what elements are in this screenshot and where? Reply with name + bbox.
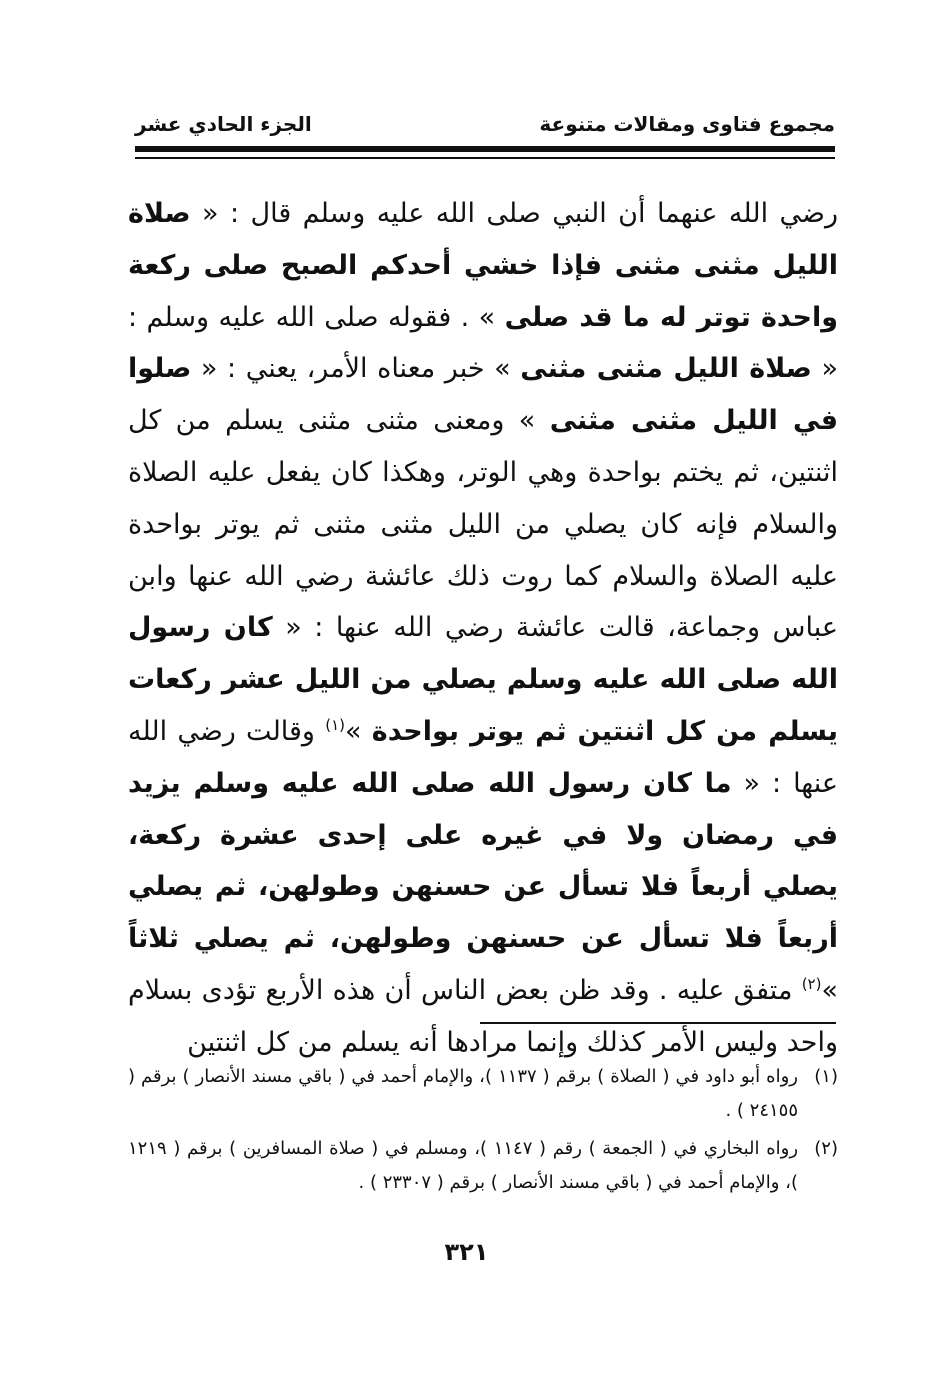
text-run: »: [821, 974, 838, 1006]
text-run: متفق عليه . وقد ظن بعض الناس أن هذه الأربع تؤدى بسلام واحد وليس الأمر كذلك وإنما مرادها أنه يسلم من كل اثنتين: [128, 974, 838, 1058]
header-rule-thin: [135, 157, 835, 159]
footnote-number: (١): [814, 1066, 838, 1087]
page-number: ٣٢١: [444, 1238, 489, 1266]
text-run: رضي الله عنهما أن النبي صلى الله عليه وسلم قال : «: [201, 198, 838, 229]
hadith-quote: كان رسول الله صلى الله عليه وسلم يصلي من الليل عشر ركعات يسلم من كل اثنتين ثم يوتر بواحدة: [128, 612, 838, 747]
running-header: [135, 112, 835, 144]
footnote-text: رواه البخاري في ( الجمعة ) رقم ( ١١٤٧ )، ومسلم في ( صلاة المسافرين ) برقم ( ١٢١٩ )، والإمام أحمد في ( باقي مسند الأنصار ) برقم ( ٢٣٣٠٧ ) .: [128, 1138, 799, 1193]
text-run: »: [344, 715, 362, 747]
footnote-item: [128, 1132, 838, 1200]
hadith-quote: صلوا في الليل مثنى مثنى: [128, 353, 838, 437]
footnote-separator: [480, 1022, 836, 1024]
footnote-text: رواه أبو داود في ( الصلاة ) برقم ( ١١٣٧ )، والإمام أحمد في ( باقي مسند الأنصار ) برقم ( ٢٤١٥٥ ) .: [128, 1066, 798, 1121]
footnote-ref-2[interactable]: (٢): [801, 974, 822, 993]
text-run: » خبر معناه الأمر، يعني : «: [200, 353, 511, 385]
header-rule-thick: [135, 146, 835, 152]
footnote-item: [128, 1060, 838, 1128]
footnote-ref-1[interactable]: (١): [325, 715, 345, 734]
hadith-quote: صلاة الليل مثنى مثنى: [520, 353, 812, 385]
book-series-title: مجموع فتاوى ومقالات متنوعة: [539, 112, 835, 136]
hadith-quote: صلاة الليل مثنى مثنى فإذا خشي أحدكم الصبح صلى ركعة واحدة توتر له ما قد صلى: [128, 198, 838, 333]
volume-title: الجزء الحادي عشر: [135, 112, 312, 136]
text-run: » ومعنى مثنى مثنى يسلم من كل اثنتين، ثم يختم بواحدة وهي الوتر، وهكذا كان يفعل عليه الصلاة والسلام فإنه كان يصلي من الليل مثنى مثنى ثم يوتر بواحدة عليه الصلاة والسلام كما روت ذلك عائشة رضي الله عنها وابن عباس وجماعة، قالت عائشة رضي الله عنها : «: [128, 405, 838, 644]
hadith-quote: ما كان رسول الله صلى الله عليه وسلم يزيد في رمضان ولا في غيره على إحدى عشرة ركعة، يصلي أربعاً فلا تسأل عن حسنهن وطولهن، ثم يصلي أربعاً فلا تسأل عن حسنهن وطولهن، ثم يصلي ثلاثاً: [128, 767, 838, 955]
footnote-number: (٢): [814, 1138, 838, 1159]
footnotes: [128, 1060, 838, 1204]
main-text: [128, 188, 838, 1069]
text-run: وقالت رضي الله عنها : «: [128, 715, 838, 799]
text-run: » . فقوله صلى الله عليه وسلم : «: [128, 301, 838, 385]
